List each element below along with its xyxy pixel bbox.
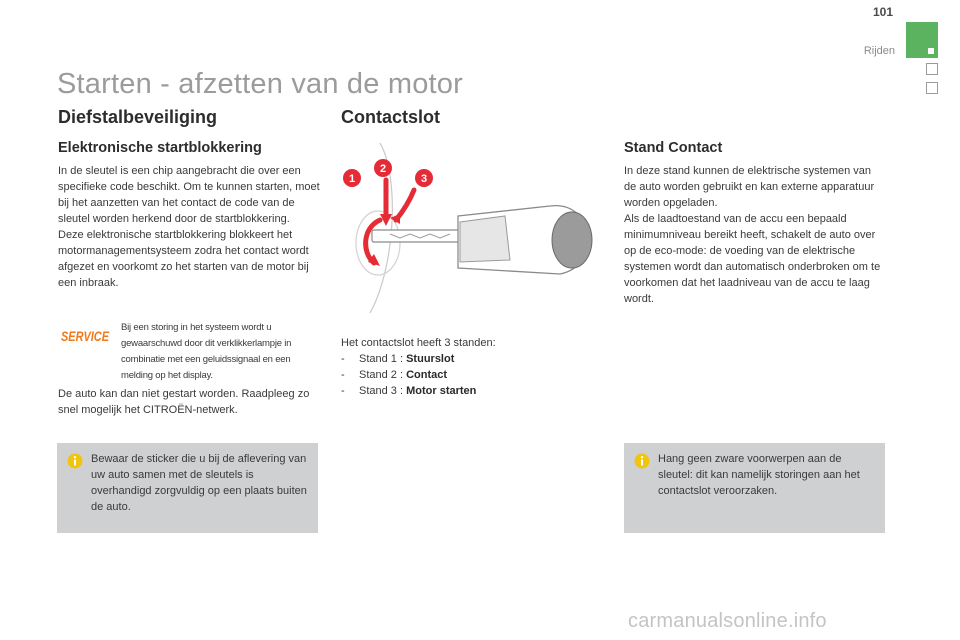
key-button bbox=[552, 212, 592, 268]
tab-marker-icon bbox=[928, 48, 934, 54]
info-icon bbox=[67, 453, 83, 469]
watermark-link[interactable]: carmanualsonline.info bbox=[628, 610, 827, 632]
startblokkering-text bbox=[58, 163, 320, 291]
paragraph: In de sleutel is een chip aangebracht die over een specifieke code beschikt. Om te kunnen starten, moet bij het aanzetten van het contact de code van de sleutel worden herkend door de startblokkering. bbox=[58, 165, 320, 225]
after-note: De auto kan dan niet gestart worden. Raadpleeg zo snel mogelijk het CITROËN-netwerk. bbox=[58, 388, 310, 416]
svg-text:3: 3 bbox=[420, 173, 428, 185]
position-item: - Stand 2 : Contact bbox=[341, 369, 448, 381]
paragraph: In deze stand kunnen de elektrische systemen van de auto worden gebruikt en kan externe apparatuur worden opgeladen. bbox=[624, 165, 875, 209]
stand-contact-text bbox=[624, 163, 886, 307]
heading-diefstalbeveiliging: Diefstalbeveiliging bbox=[58, 107, 218, 127]
section-name: Rijden bbox=[863, 45, 895, 57]
service-warning-logo bbox=[60, 327, 110, 345]
info-text: Hang geen zware voorwerpen aan de sleutel: dit kan namelijk storingen aan het contactslot veroorzaken. bbox=[658, 453, 860, 497]
position-badge-3 bbox=[415, 169, 433, 187]
page-number: 101 bbox=[872, 5, 893, 19]
service-note: Bij een storing in het systeem wordt u gewaarschuwd door dit verklikkerlampje in combinatie met een geluidssignaal en een melding op het display. bbox=[121, 322, 292, 381]
paragraph: Als de laadtoestand van de accu een bepaald minimumniveau bereikt heeft, schakelt de auto over op de eco-mode: de voeding van de elektrische systemen wordt dan automatisch onderbroken om te voorkomen dat het laadniveau van de accu te laag wordt. bbox=[624, 213, 881, 305]
page-title: Starten - afzetten van de motor bbox=[57, 68, 463, 100]
contactslot-positions bbox=[341, 335, 601, 399]
position-badge-1 bbox=[343, 169, 361, 187]
chapter-tab[interactable] bbox=[926, 63, 938, 75]
positions-intro: Het contactslot heeft 3 standen: bbox=[341, 337, 496, 349]
chapter-tab-active[interactable] bbox=[906, 22, 938, 58]
svg-text:1: 1 bbox=[348, 173, 356, 185]
ignition-key-diagram bbox=[340, 138, 610, 318]
subheading-stand-contact: Stand Contact bbox=[624, 140, 723, 156]
info-text: Bewaar de sticker die u bij de aflevering van uw auto samen met de sleutels is overhandigd zorgvuldig op een plaats buiten de auto. bbox=[91, 453, 307, 513]
chapter-tab[interactable] bbox=[926, 82, 938, 94]
info-icon bbox=[634, 453, 650, 469]
subheading-startblokkering: Elektronische startblokkering bbox=[58, 140, 262, 156]
service-logo-text: SERVICE bbox=[61, 328, 110, 344]
heading-contactslot: Contactslot bbox=[341, 107, 440, 127]
position-badge-2 bbox=[374, 159, 392, 177]
position-item: - Stand 1 : Stuurslot bbox=[341, 353, 455, 365]
position-item: - Stand 3 : Motor starten bbox=[341, 385, 477, 397]
info-box-sticker bbox=[57, 443, 318, 533]
paragraph: Deze elektronische startblokkering blokkeert het motormanagementsysteem zodra het contact wordt afgezet en voorkomt zo het starten van de motor bij een inbraak. bbox=[58, 229, 309, 289]
key-blade bbox=[372, 230, 462, 242]
info-box-sleutel bbox=[624, 443, 885, 533]
svg-text:2: 2 bbox=[379, 163, 387, 175]
